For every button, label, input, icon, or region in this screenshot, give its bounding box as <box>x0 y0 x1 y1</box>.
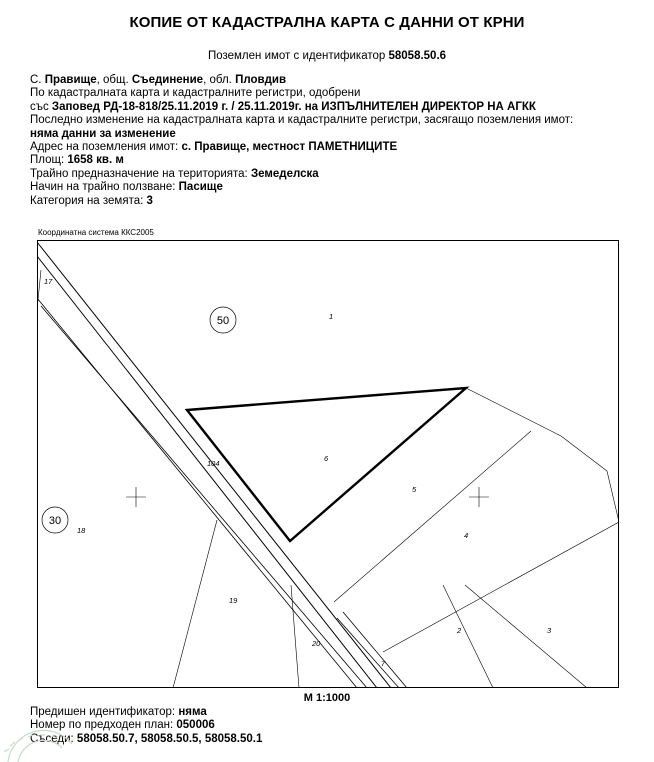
order-prefix: със <box>30 100 52 113</box>
purpose-line <box>30 168 573 181</box>
parcel-label: 18 <box>77 526 86 535</box>
order-text: Заповед РД-18-818/25.11.2019 г. / 25.11.2019г. на ИЗПЪЛНИТЕЛЕН ДИРЕКТОР НА АГКК <box>51 100 536 113</box>
map-frame <box>38 241 619 688</box>
village: Правище <box>44 74 97 86</box>
subject-parcel-outline <box>187 388 469 541</box>
prev-id-label: Предишен идентификатор: <box>30 706 179 718</box>
location-line <box>30 74 573 87</box>
prev-id-line <box>30 706 262 719</box>
neighbors-value: 58058.50.7, 58058.50.5, 58058.50.1 <box>76 732 263 745</box>
parcel-label: 4 <box>464 531 469 540</box>
order-line <box>30 101 573 114</box>
identifier-label: Поземлен имот с идентификатор <box>207 50 386 62</box>
parcel-label: 7 <box>381 659 386 668</box>
usage-line <box>30 181 573 194</box>
approved-line: По кадастралната карта и кадастралните регистри, одобрени <box>30 87 361 100</box>
purpose-label: Трайно предназначение на територията: <box>30 167 251 180</box>
parcel-label: 6 <box>324 454 329 463</box>
usage-label: Начин на трайно ползване: <box>30 181 179 194</box>
region-prefix: , обл. <box>203 74 236 86</box>
seal-watermark-icon <box>0 722 80 762</box>
address-label: Адрес на поземления имот: <box>30 141 182 154</box>
parcel-boundary <box>466 388 561 436</box>
parcel-label: 104 <box>207 459 220 468</box>
parcel-boundary <box>561 436 607 471</box>
parcel-label: 5 <box>412 485 417 494</box>
address-value: с. Правище, местност ПАМЕТНИЦИТЕ <box>181 141 398 154</box>
identifier-line <box>0 50 654 62</box>
purpose-value: Земеделска <box>250 167 319 180</box>
area-line <box>30 154 573 167</box>
area-label: Площ: <box>30 154 68 167</box>
category-line <box>30 195 573 208</box>
parcel-boundary <box>383 522 619 652</box>
parcel-boundary <box>291 585 299 688</box>
parcel-boundary <box>443 585 493 688</box>
region: Пловдив <box>235 74 287 86</box>
address-line <box>30 141 573 154</box>
road-edge-line <box>343 612 407 688</box>
parcel-label: 2 <box>457 626 462 635</box>
parcel-label: 20 <box>312 639 321 648</box>
parcel-boundary <box>465 585 587 688</box>
parcel-label: 1 <box>329 312 334 321</box>
parcel-boundary <box>607 471 619 522</box>
masiv-label: 30 <box>48 515 62 527</box>
area-value: 1658 кв. м <box>67 154 124 167</box>
road-edge-line <box>41 306 367 688</box>
parcel-boundary <box>334 431 531 602</box>
coord-system-label: Координатна система ККС2005 <box>38 228 154 237</box>
last-change-value-line <box>30 128 573 141</box>
prev-id-value: няма <box>178 706 207 718</box>
property-info <box>30 74 573 208</box>
village-prefix: С. <box>30 74 45 86</box>
map-scale: М 1:1000 <box>303 692 351 704</box>
usage-value: Пасище <box>178 181 223 194</box>
document-title: КОПИЕ ОТ КАДАСТРАЛНА КАРТА С ДАННИ ОТ КРНИ <box>129 14 525 31</box>
parcel-label: 17 <box>44 277 53 286</box>
road-edge-line <box>337 618 399 688</box>
prev-plan-label: Номер по предходен план: <box>30 719 177 732</box>
municipality-prefix: , общ. <box>96 74 132 86</box>
last-change-label: Последно изменение на кадастралната карта и кадастралните регистри, засягащо поземления имот: <box>30 114 574 127</box>
cadastral-map <box>37 240 619 688</box>
category-value: 3 <box>146 194 153 207</box>
road-edge-line <box>37 256 377 688</box>
parcel-boundary <box>173 520 217 688</box>
prev-plan-value: 050006 <box>176 719 215 732</box>
municipality: Съединение <box>131 74 204 86</box>
parcel-label: 3 <box>547 626 552 635</box>
last-change-value: няма данни за изменение <box>30 127 176 140</box>
neighbors-label: Съседи: <box>30 732 77 745</box>
parcel-label: 19 <box>229 596 238 605</box>
road-edge-line <box>37 298 357 688</box>
category-label: Категория на земята: <box>30 194 147 207</box>
masiv-label: 50 <box>216 315 230 327</box>
identifier-value: 58058.50.6 <box>388 50 447 62</box>
